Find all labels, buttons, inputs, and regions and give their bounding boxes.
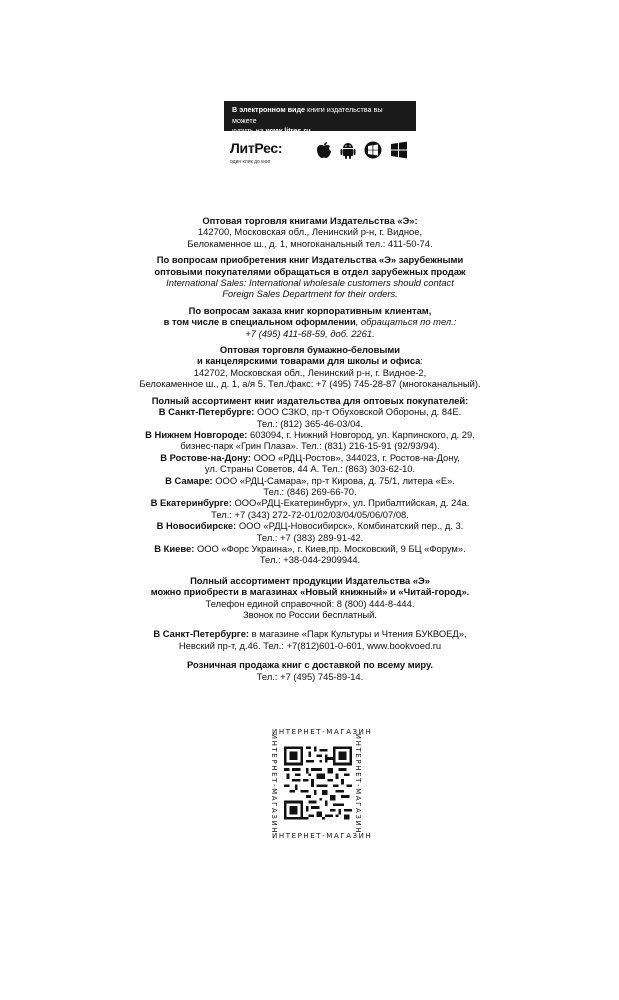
stationery-line-2: и канцелярскими товарами для школы и офиса: [197, 355, 421, 367]
wholesale-address: 142700, Московская обл., Ленинский р-н, г. Видное,: [197, 226, 423, 238]
wholesale-title: Оптовая торговля книгами Издательства «Э»:: [202, 215, 418, 226]
litres-banner: [224, 101, 416, 173]
corp-line-1: По вопросам заказа книг корпоративным клиентам,: [188, 304, 432, 316]
stationery-address: 142702, Московская обл., Ленинский р-н, г. Видное-2,: [193, 366, 427, 378]
windows-icon: [390, 141, 408, 159]
spb-phone: Тел.: (812) 365-46-03/04.: [256, 417, 364, 429]
samara-label: В Самаре:: [165, 474, 213, 486]
mail-order-block: [130, 659, 490, 682]
android-icon: [340, 141, 356, 159]
bookvoed-label: В Санкт-Петербурге:: [153, 628, 250, 640]
mail-order-phone: Тел.: +7 (495) 745-89-14.: [256, 670, 364, 682]
litres-line1-bold: В электронном виде: [232, 105, 306, 114]
kiev-label: В Киеве:: [154, 542, 195, 554]
qr-label-left: ИНТЕРНЕТ-МАГАЗИН: [270, 733, 279, 835]
ekb-phone: Тел.: +7 (343) 272-72-01/02/03/04/05/06/07/08.: [211, 508, 409, 520]
qr-label-right: ИНТЕРНЕТ-МАГАЗИН: [353, 733, 362, 835]
retail-block: [130, 575, 490, 621]
regional-block: [130, 395, 490, 566]
apple-icon: [316, 141, 332, 159]
contacts-text: [130, 215, 490, 682]
litres-bottom: [224, 131, 416, 173]
spb-text: ООО СЗКО, пр-т Обуховской Обороны, д. 84Е.: [254, 406, 462, 418]
litres-slogan: один клик до книг: [230, 159, 271, 165]
bookvoed-block: [130, 628, 490, 651]
retail-line-2: можно приобрести в магазинах «Новый книжный» и «Читай-город».: [150, 586, 470, 598]
stationery-block: [130, 344, 490, 390]
bookvoed-text: в магазине «Парк Культуры и Чтения БУКВОЕД»,: [249, 628, 467, 640]
litres-line1-rest: книги издательства вы можете: [232, 105, 383, 125]
corp-line-2-bold: в том числе в специальном оформлении: [163, 316, 356, 328]
nsk-phone: Тел.: +7 (383) 289-91-42.: [256, 531, 364, 543]
kiev-text: ООО «Форс Украина», г. Киев,пр. Московский, 9 БЦ «Форум».: [194, 542, 466, 554]
assortment-title: Полный ассортимент книг издательства для оптовых покупателей:: [151, 394, 469, 406]
nsk-label: В Новосибирске:: [156, 520, 237, 532]
qr-code[interactable]: [284, 746, 352, 820]
rnd-text: ООО «РДЦ-Ростов», 344023, г. Ростов-на-Дону,: [250, 451, 460, 463]
qr-label-bottom: ИНТЕРНЕТ-МАГАЗИН: [272, 832, 373, 840]
spb-label: В Санкт-Петербурге:: [158, 406, 255, 418]
rnd-line-2: ул. Страны Советов, 44 А. Тел.: (863) 303-62-10.: [204, 463, 416, 475]
mail-order-title: Розничная продажа книг с доставкой по всему миру.: [186, 659, 434, 671]
litres-logo: ЛитРес:: [230, 140, 283, 156]
foreign-line-2: оптовыми покупателями обращаться в отдел зарубежных продаж: [154, 265, 466, 277]
nsk-text: ООО «РДЦ-Новосибирск», Комбинатский пер., д. 3.: [236, 520, 464, 532]
intl-line-1: International Sales: International wholesale customers should contact: [166, 277, 454, 289]
corporate-block: [130, 305, 490, 339]
ekb-label: В Екатеринбурге:: [150, 497, 232, 509]
intl-line-2: Foreign Sales Department for their orders.: [222, 288, 398, 300]
wholesale-block: [130, 215, 490, 249]
windows-phone-icon: [364, 141, 382, 159]
platform-icons: [316, 141, 408, 159]
litres-url[interactable]: www.litres.ru: [265, 126, 311, 135]
qr-label-top: ИНТЕРНЕТ-МАГАЗИН: [272, 728, 373, 736]
corp-line-2-rest: , обращаться по тел.:: [355, 316, 457, 328]
retail-line-1: Полный ассортимент продукции Издательства «Э»: [190, 574, 430, 586]
ekb-text: ООО«РДЦ-Екатеринбург», ул. Прибалтийская, д. 24а.: [231, 497, 470, 509]
retail-helpline: Телефон единой справочной: 8 (800) 444-8-444.: [205, 597, 415, 609]
stationery-address-2: Белокаменное ш., д. 1, а/я 5. Тел./факс: +7 (495) 745-28-87 (многоканальный).: [139, 378, 481, 390]
litres-banner-text: [224, 101, 416, 135]
corp-phone: +7 (495) 411-68-59, доб. 2261.: [245, 327, 375, 339]
bookvoed-address: Невский пр-т, д.46. Тел.: +7(812)601-0-601, www.bookvoed.ru: [178, 639, 442, 651]
foreign-line-1: По вопросам приобретения книг Издательства «Э» зарубежными: [156, 254, 464, 266]
nn-label: В Нижнем Новгороде:: [145, 428, 248, 440]
qr-block: [264, 728, 373, 840]
nn-line-2: бизнес-парк «Грин Плаза». Тел.: (831) 216-15-91 (92/93/94).: [180, 440, 440, 452]
retail-free-call: Звонок по России бесплатный.: [242, 609, 378, 620]
samara-phone: Тел.: (846) 269-66-70.: [263, 485, 357, 497]
nn-text: 603094, г. Нижний Новгород, ул. Карпинского, д. 29,: [247, 428, 475, 440]
samara-text: ООО «РДЦ-Самара», пр-т Кирова, д. 75/1, литера «Е».: [212, 474, 455, 486]
stationery-line-1: Оптовая торговля бумажно-беловыми: [219, 344, 401, 356]
foreign-block: [130, 254, 490, 300]
stationery-colon: :: [420, 355, 423, 367]
wholesale-address-2: Белокаменное ш., д. 1, многоканальный тел.: 411-50-74.: [187, 237, 433, 249]
litres-line2-rest: купить на: [232, 126, 266, 135]
rnd-label: В Ростове-на-Дону:: [160, 451, 251, 463]
kiev-phone: Тел.: +38-044-2909944.: [259, 554, 361, 566]
